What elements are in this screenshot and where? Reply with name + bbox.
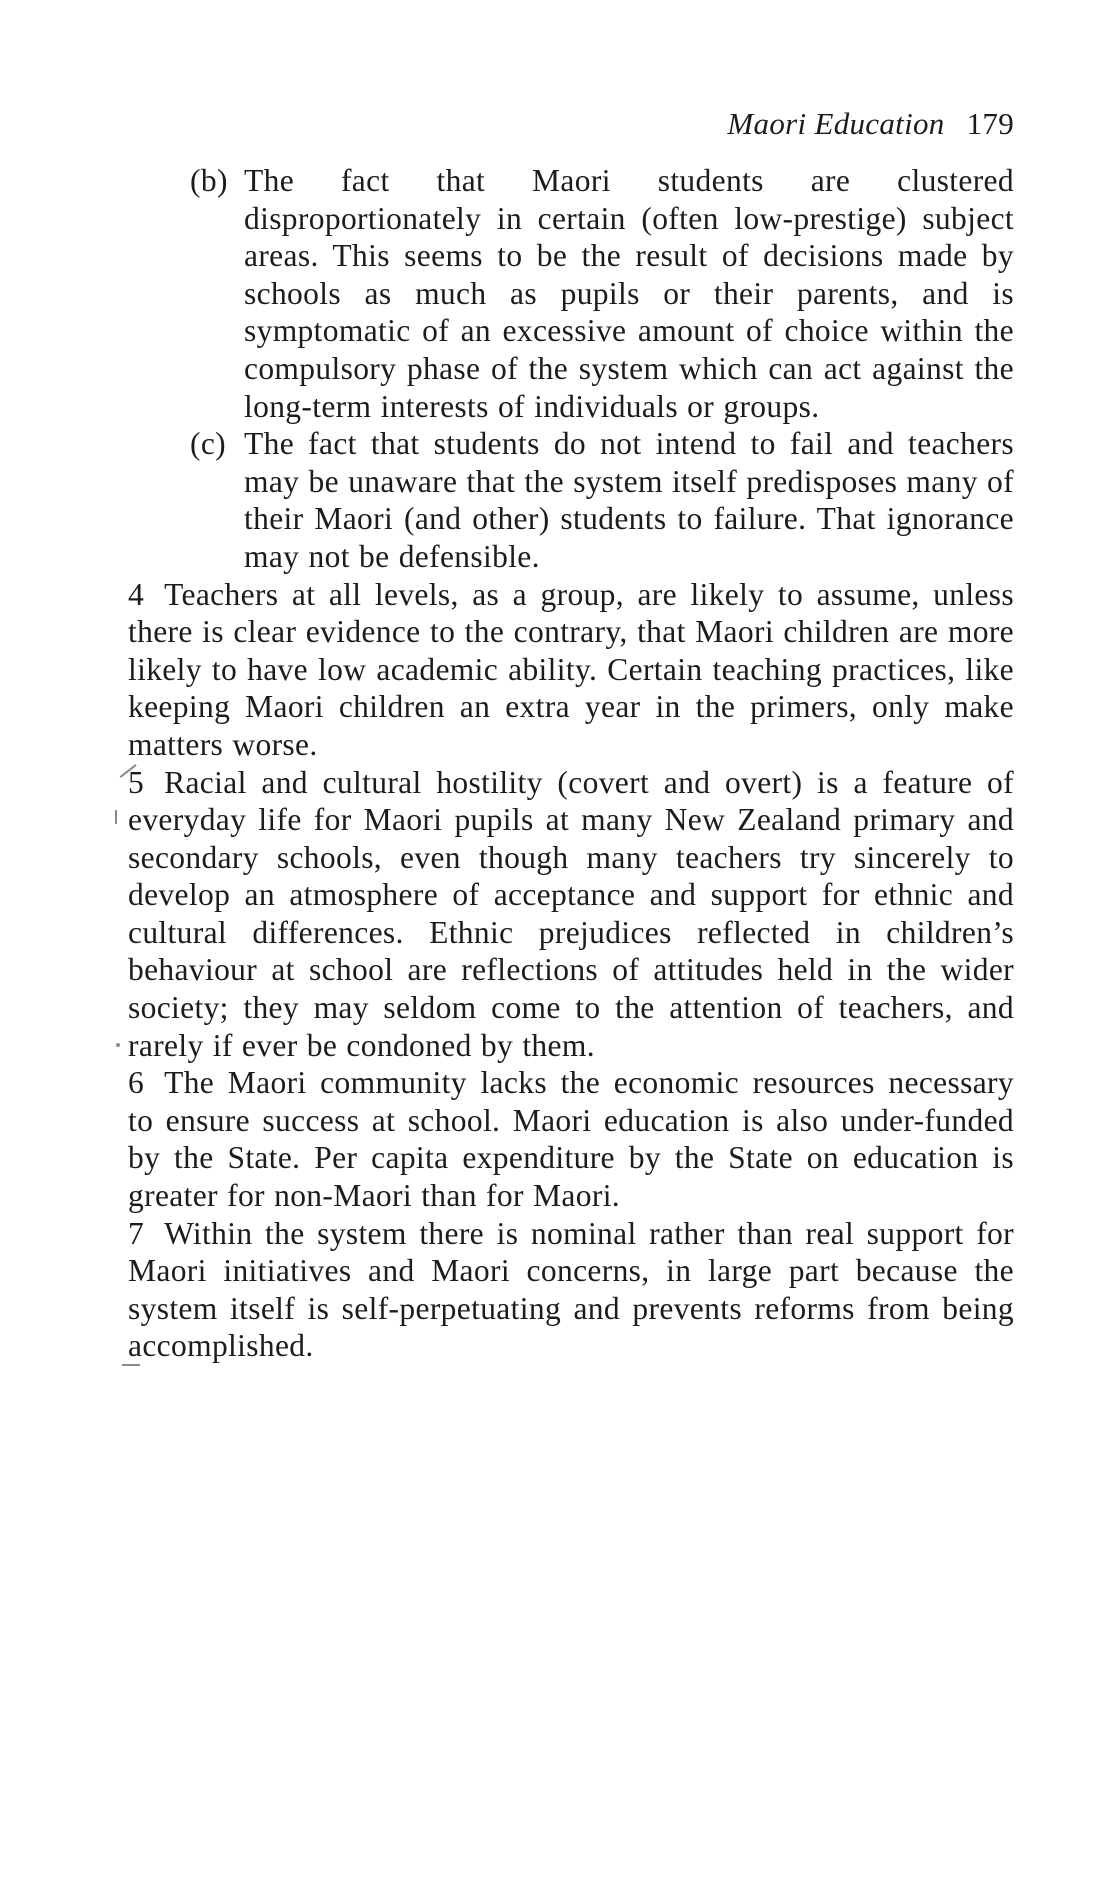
sub-item-b — [128, 162, 1014, 425]
item-number: 7 — [128, 1215, 145, 1251]
item-text: Within the system there is nominal rather than real support for Maori initiatives and Maori concerns, in large part because the system itself is self-perpetuating and prevents reforms from being accomplished. — [128, 1215, 1014, 1364]
running-title: Maori Education — [727, 106, 945, 141]
item-number: 4 — [128, 576, 145, 612]
sub-item-marker: (c) — [190, 426, 227, 462]
item-number: 5 — [128, 764, 145, 800]
margin-pencil-mark — [122, 1364, 140, 1366]
numbered-item-7 — [128, 1215, 1014, 1365]
numbered-item-4 — [128, 576, 1014, 764]
page-number: 179 — [966, 106, 1014, 141]
item-text: Racial and cultural hostility (covert and overt) is a feature of everyday life for Maori pupils at many New Zealand primary and secondary schools, even though many teachers try sincerely to develop an atmosphere of acceptance and support for ethnic and cultural differences. Ethnic prejudices reflected in children’s behaviour at school are reflections of attitudes held in the wider society; they may seldom come to the attention of teachers, and rarely if ever be condoned by them. — [128, 764, 1014, 1063]
margin-pencil-mark — [115, 810, 117, 824]
item-text: The Maori community lacks the economic resources necessary to ensure success at school. Maori education is also under-funded by the State. Per capita expenditure by the State on education is greater for non-Maori than for Maori. — [128, 1065, 1014, 1214]
margin-pencil-mark — [116, 1043, 120, 1047]
sub-item-c — [128, 425, 1014, 575]
running-head — [600, 104, 1014, 144]
sub-item-marker: (b) — [190, 163, 228, 198]
item-number: 6 — [128, 1065, 145, 1101]
item-text: Teachers at all levels, as a group, are likely to assume, unless there is clear evidence to the contrary, that Maori children are more likely to have low academic ability. Certain teaching practices, like keeping Maori children an extra year in the primers, only make matters worse. — [128, 576, 1014, 762]
sub-item-text: The fact that Maori students are clustered disproportionately in certain (often low-prestige) subject areas. This seems to be the result of decisions made by schools as much as pupils or their parents, and is symptomatic of an excessive amount of choice within the compulsory phase of the system which can act against the long-term interests of individuals or groups. — [244, 163, 1014, 424]
numbered-item-6 — [128, 1064, 1014, 1214]
sub-item-text: The fact that students do not intend to fail and teachers may be unaware that the system itself predisposes many of their Maori (and other) students to failure. That ignorance may not be defensible. — [244, 426, 1014, 574]
body-text — [128, 162, 1014, 1365]
numbered-item-5 — [128, 764, 1014, 1065]
